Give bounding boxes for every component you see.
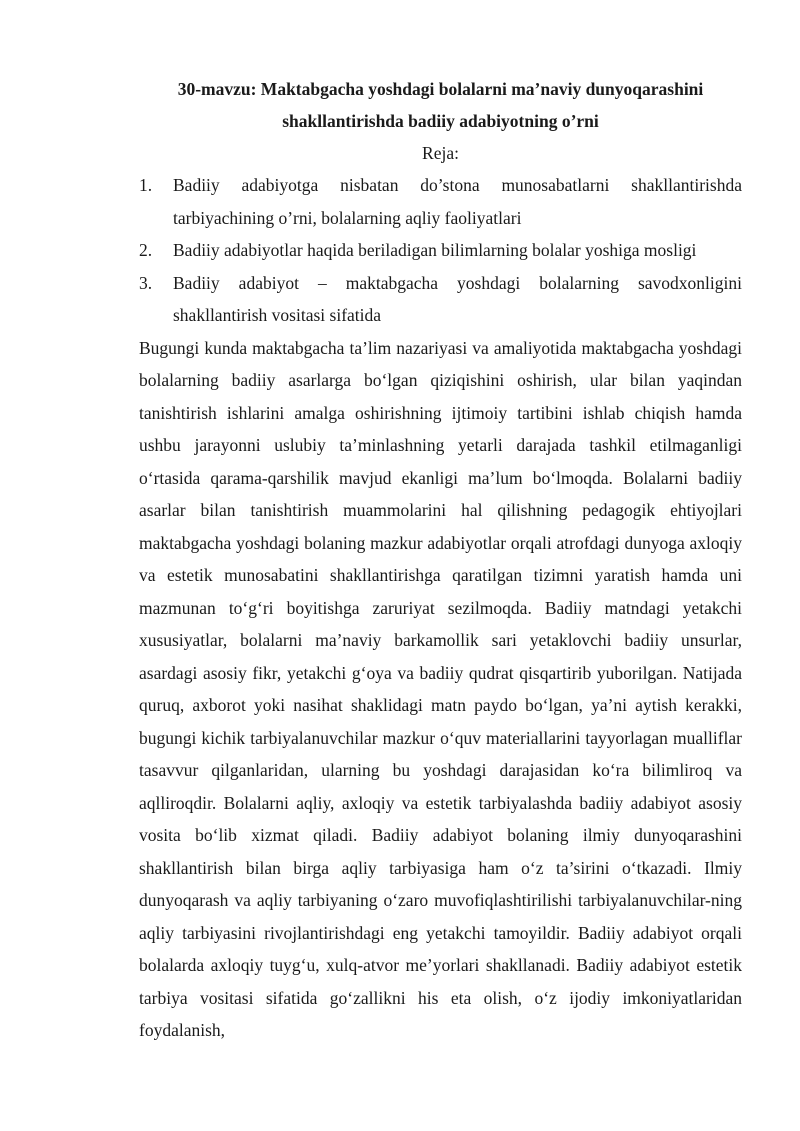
plan-item-number: 1. [139, 175, 153, 195]
body-paragraph: Bugungi kunda maktabgacha ta’lim nazariyasi va amaliyotida maktabgacha yoshdagi bolalarning badiiy asarlarga bo‘lgan qiziqishini oshirish, ular bilan yaqindan tanishtirish ishlarini amalga oshirishning ijtimoiy tartibini ishlab chiqish hamda ushbu jarayonni uslubiy ta’minlashning yetarli darajada tashkil etilmaganligi o‘rtasida qarama-qarshilik mavjud ekanligi ma’lum bo‘lmoqda. Bolalarni badiiy asarlar bilan tanishtirish muammolarini hal qilishning pedagogik ehtiyojlari maktabgacha yoshdagi bolaning mazkur adabiyotlar orqali atrofdagi dunyoga axloqiy va estetik munosabatini shakllantirishga qaratilgan tizimni yaratish hamda uni mazmunan to‘g‘ri boyitishga zaruriyat sezilmoqda. Badiiy matndagi yetakchi xususiyatlar, bolalarni ma’naviy barkamollik sari yetaklovchi badiiy unsurlar, asardagi asosiy fikr, yetakchi g‘oya va badiiy qudrat qisqartirib yuborilgan. Natijada quruq, axborot yoki nasihat shaklidagi matn paydo bo‘lgan, ya’ni aytish kerakki, bugungi kichik tarbiyalanuvchilar mazkur o‘quv materiallarini tayyorlagan mualliflar tasavvur qilganlaridan, ularning bu yoshdagi darajasidan ko‘ra bilimliroq va aqlliroqdir. Bolalarni aqliy, axloqiy va estetik tarbiyalashda badiiy adabiyot asosiy vosita bo‘lib xizmat qiladi. Badiiy adabiyot bolaning ilmiy dunyoqarashini shakllantirish bilan birga aqliy tarbiyasiga ham o‘z ta’sirini o‘tkazadi. Ilmiy dunyoqarash va aqliy tarbiyaning o‘zaro muvofiqlashtirilishi tarbiyalanuvchilar-ning aqliy tarbiyasini rivojlantirishdagi eng yetakchi tamoyildir. Badiiy adabiyot orqali bolalarda axloqiy tuyg‘u, xulq-atvor me’yorlari shakllanadi. Badiiy adabiyot estetik tarbiya vositasi sifatida go‘zallikni his eta olish, o‘z ijodiy imkoniyatlaridan foydalanish, [139, 337, 742, 1040]
plan-item-number: 2. [139, 240, 153, 260]
document-content [139, 73, 742, 1047]
plan-item-text: Badiiy adabiyot – maktabgacha yoshdagi bolalarning savodxonligini shakllantirish vositasi sifatida [173, 272, 742, 325]
plan-item [139, 169, 742, 234]
document-title [139, 73, 742, 137]
title-line-2: shakllantirishda badiiy adabiyotning o’rni [282, 111, 599, 131]
title-line-1: 30-mavzu: Maktabgacha yoshdagi bolalarni ma’naviy dunyoqarashini [177, 79, 704, 99]
plan-item-text: Badiiy adabiyotlar haqida beriladigan bilimlarning bolalar yoshiga mosligi [173, 240, 697, 260]
plan-item [139, 267, 742, 332]
plan-list [139, 169, 742, 332]
plan-item-text: Badiiy adabiyotga nisbatan do’stona munosabatlarni shakllantirishda tarbiyachining o’rni, bolalarning aqliy faoliyatlari [173, 175, 742, 228]
plan-heading: Reja: [422, 143, 459, 163]
plan-item [139, 234, 742, 267]
plan-item-number: 3. [139, 272, 153, 293]
